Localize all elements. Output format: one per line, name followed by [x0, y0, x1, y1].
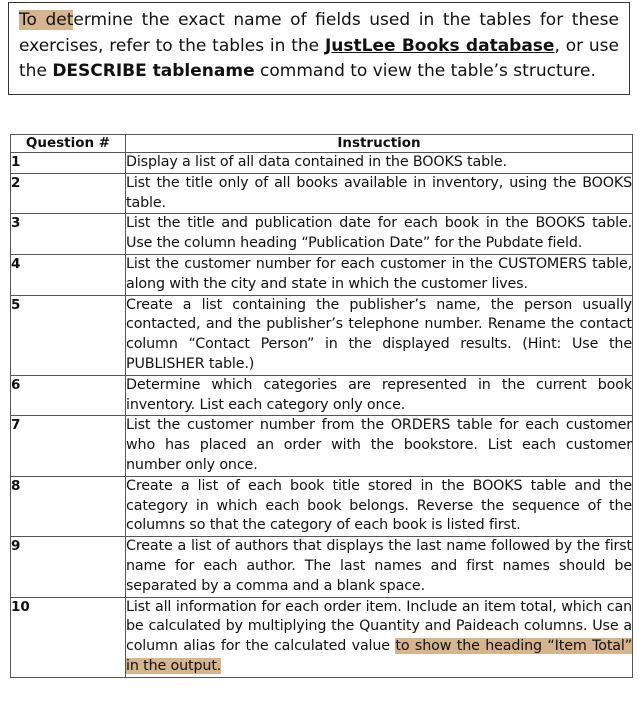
instruction-highlight: to show the heading “Item Total” in the output. [126, 638, 632, 674]
question-number: 1 [11, 153, 126, 174]
question-header: Question # [11, 135, 126, 153]
note-text-3: command to view the table’s structure. [254, 61, 596, 81]
table-row [11, 295, 633, 375]
instruction-text: Display a list of all data contained in the BOOKS table. [126, 153, 633, 174]
instruction-text: List the title only of all books available in inventory, using the BOOKS table. [126, 173, 633, 214]
instruction-text: Create a list containing the publisher’s name, the person usually contacted, and the publisher’s telephone number. Rename the contact column “Contact Person” in the displayed results. (Hint: Use the PUBLISHER table.) [126, 295, 633, 375]
question-number: 9 [11, 537, 126, 597]
question-number: 3 [11, 214, 126, 255]
instruction-text: Create a list of authors that displays the last name followed by the first name for each author. The last names and first names should be separated by a comma and a blank space. [126, 537, 633, 597]
table-header-row [11, 135, 633, 153]
instruction-text: List the title and publication date for each book in the BOOKS table. Use the column heading “Publication Date” for the Pubdate field. [126, 214, 633, 255]
question-number: 2 [11, 173, 126, 214]
table-row [11, 214, 633, 255]
table-row [11, 254, 633, 295]
note-highlight: To det [19, 10, 74, 30]
database-link[interactable]: JustLee Books database [324, 35, 555, 56]
question-number: 8 [11, 476, 126, 536]
table-row [11, 153, 633, 174]
question-number: 10 [11, 597, 126, 677]
table-row [11, 173, 633, 214]
instruction-text: Create a list of each book title stored in the BOOKS table and the category in which each book belongs. Reverse the sequence of the columns so that the category of each book is listed first. [126, 476, 633, 536]
exercise-table [10, 134, 633, 678]
instructions-note [8, 2, 630, 95]
instruction-text: List the customer number for each customer in the CUSTOMERS table, along with the city and state in which the customer lives. [126, 254, 633, 295]
question-number: 5 [11, 295, 126, 375]
table-row [11, 597, 633, 677]
instruction-header: Instruction [126, 135, 633, 153]
describe-command: DESCRIBE tablename [52, 61, 255, 81]
instruction-text: Determine which categories are represented in the current book inventory. List each category only once. [126, 375, 633, 416]
question-number: 6 [11, 375, 126, 416]
table-row [11, 416, 633, 476]
instruction-text [126, 597, 633, 677]
instruction-text-main: List all information for each order item. Include an item total, which can be calculated by multiplying the Quantity and Paideach columns. Use a column alias for the calculated value [126, 598, 632, 655]
note-text-2: , or use the [19, 35, 619, 81]
question-number: 4 [11, 254, 126, 295]
table-row [11, 375, 633, 416]
question-number: 7 [11, 416, 126, 476]
table-row [11, 476, 633, 536]
instruction-text: List the customer number from the ORDERS table for each customer who has placed an order with the bookstore. List each customer number only once. [126, 416, 633, 476]
table-row [11, 537, 633, 597]
note-text-1: ermine the exact name of fields used in the tables for these exercises, refer to the tables in the [19, 10, 619, 56]
